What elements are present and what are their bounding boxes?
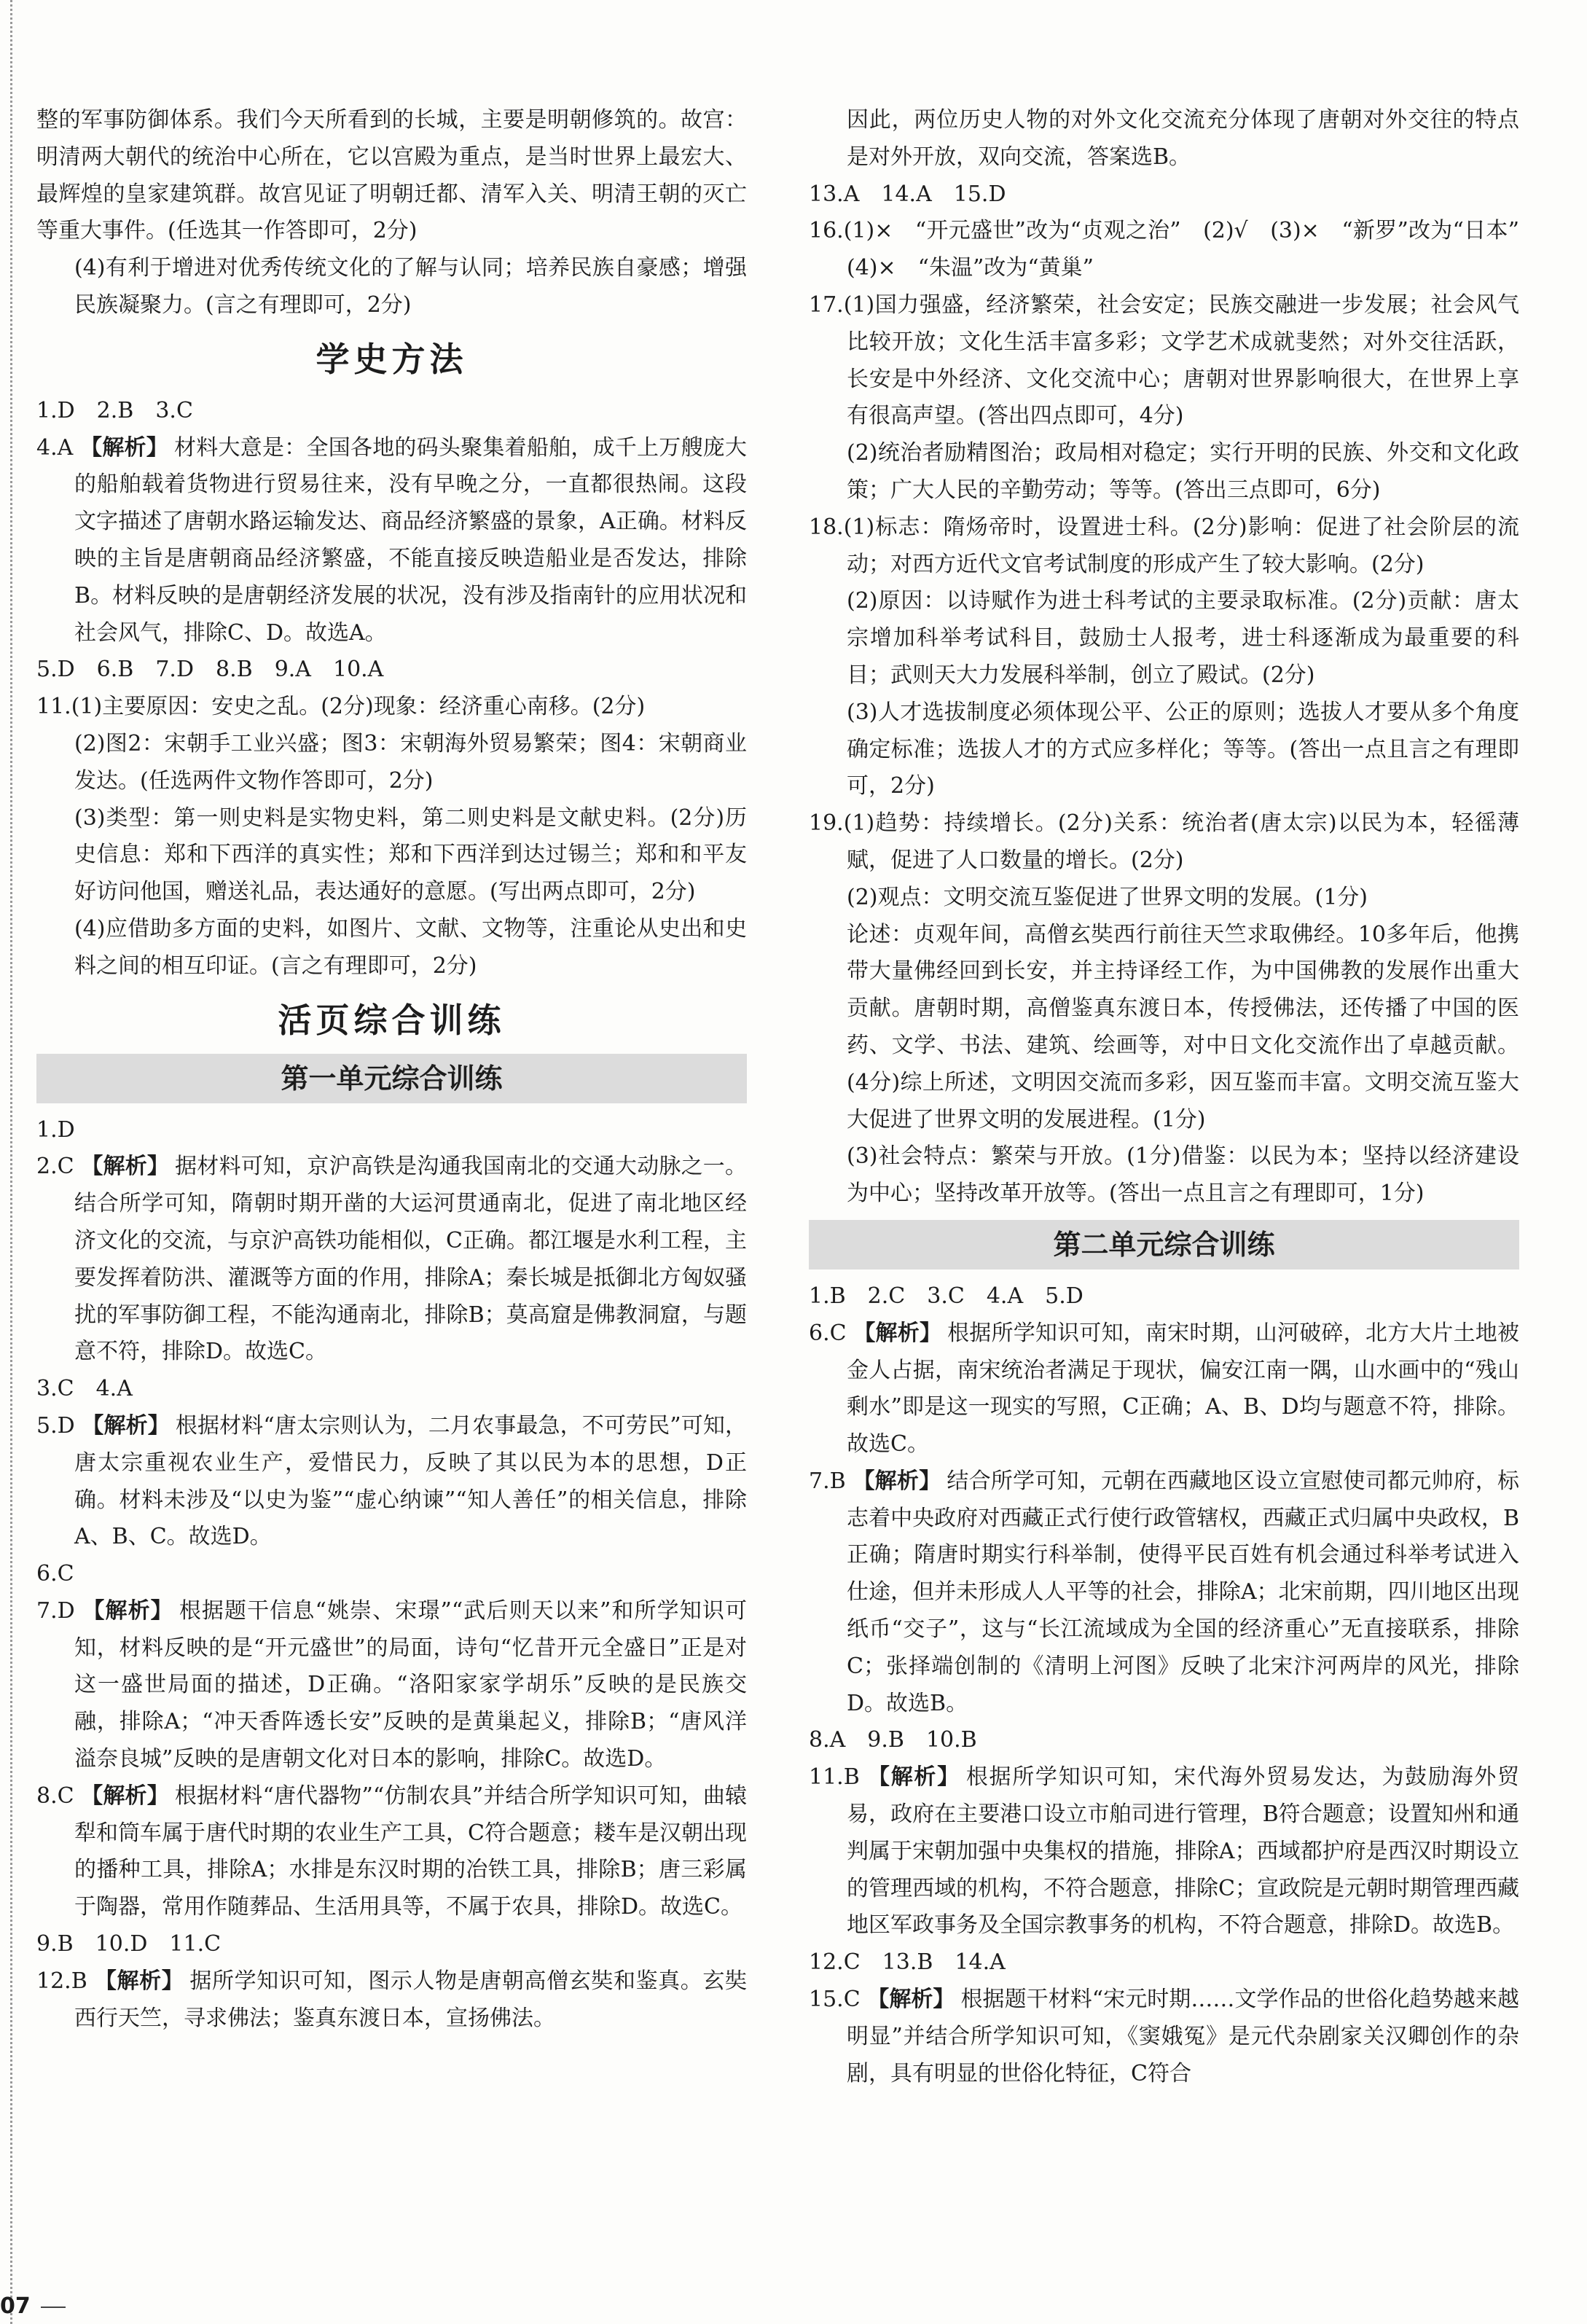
answer-line: 13.A 14.A 15.D bbox=[809, 181, 1006, 207]
analysis-tag: 【解析】 bbox=[868, 1764, 960, 1791]
answer-text: 根据题干材料“宋元时期……文学作品的世俗化趋势越来越明显”并结合所学知识可知，《窦娥冤》是元代杂剧家关汉卿创作的杂剧，具有明显的世俗化特征，C符合 bbox=[847, 1987, 1519, 2086]
answer-number: 8.C bbox=[36, 1783, 74, 1809]
answer-item: (2)观点：文明交流互鉴促进了世界文明的发展。(1分) bbox=[847, 884, 1368, 910]
unit-band-1: 第一单元综合训练 bbox=[36, 1054, 747, 1103]
answer-line: 6.C bbox=[36, 1561, 74, 1587]
answer-text: 结合所学可知，元朝在西藏地区设立宣慰使司都元帅府，标志着中央政府对西藏正式行使行政管辖权，西藏正式归属中央政权，B正确；隋唐时期实行科举制，使得平民百姓有机会通过科举考试进入仕途，但并未形成人人平等的社会，排除A；北宋前期，四川地区出现纸币“交子”，这与“长江流域成为全国的经济重心”无直接联系，排除C；张择端创制的《清明上河图》反映了北宋汴河两岸的风光，排除D。故选B。 bbox=[847, 1468, 1519, 1716]
answer-item: (3)类型：第一则史料是实物史料，第二则史料是文献史料。(2分)历史信息：郑和下西洋的真实性；郑和下西洋到达过锡兰；郑和和平友好访问他国，赠送礼品，表达通好的意愿。(写出两点即可，2分) bbox=[74, 805, 747, 905]
answer-line: 1.B 2.C 3.C 4.A 5.D bbox=[809, 1283, 1084, 1309]
page-number-text: 07 bbox=[0, 2293, 31, 2319]
answer-number: 6.C bbox=[809, 1320, 847, 1346]
answer-line: 1.D bbox=[36, 1116, 75, 1143]
answer-item bbox=[36, 1593, 747, 1778]
answer-item: (3)人才选拔制度必须体现公平、公正的原则；选拔人才要从多个角度确定标准；选拔人才的方式应多样化；等等。(答出一点且言之有理即可，2分) bbox=[847, 699, 1519, 799]
answer-item bbox=[36, 1408, 747, 1556]
answer-paragraph: 因此，两位历史人物的对外文化交流充分体现了唐朝对外交往的特点是对外开放，双向交流，答案选B。 bbox=[847, 107, 1519, 170]
answer-text: 据所学知识可知，图示人物是唐朝高僧玄奘和鉴真。玄奘西行天竺，寻求佛法；鉴真东渡日本，宣扬佛法。 bbox=[74, 1968, 748, 2031]
answer-line: 3.C 4.A bbox=[36, 1376, 133, 1402]
answer-line: 1.D 2.B 3.C bbox=[36, 397, 193, 423]
answer-item: 11.(1)主要原因：安史之乱。(2分)现象：经济重心南移。(2分) bbox=[36, 694, 646, 720]
analysis-tag: 【解析】 bbox=[80, 434, 169, 461]
answer-line: 8.A 9.B 10.B bbox=[809, 1727, 977, 1753]
answer-item: (3)社会特点：繁荣与开放。(1分)借鉴：以民为本；坚持以经济建设为中心；坚持改革开放等。(答出一点且言之有理即可，1分) bbox=[847, 1143, 1519, 1207]
analysis-tag: 【解析】 bbox=[867, 1987, 955, 2013]
page-number bbox=[0, 2294, 66, 2319]
answer-number: 4.A bbox=[36, 434, 74, 461]
analysis-tag: 【解析】 bbox=[853, 1468, 941, 1494]
answer-item: (4)应借助多方面的史料，如图片、文献、文物等，注重论从史出和史料之间的相互印证。(言之有理即可，2分) bbox=[74, 915, 747, 979]
section-title-study-methods: 学史方法 bbox=[316, 339, 468, 379]
page-number-dash bbox=[41, 2307, 66, 2308]
answer-item bbox=[36, 1149, 747, 1371]
left-column bbox=[36, 102, 747, 2037]
answer-text: 根据所学知识可知，南宋时期，山河破碎，北方大片土地被金人占据，南宋统治者满足于现状，偏安江南一隅，山水画中的“残山剩水”即是这一现实的写照，C正确；A、B、D均与题意不符，排除。故选C。 bbox=[847, 1320, 1520, 1458]
answer-line: 5.D 6.B 7.D 8.B 9.A 10.A bbox=[36, 657, 384, 683]
answer-item: 18.(1)标志：隋炀帝时，设置进士科。(2分)影响：促进了社会阶层的流动；对西方近代文官考试制度的形成产生了较大影响。(2分) bbox=[809, 514, 1519, 577]
analysis-tag: 【解析】 bbox=[853, 1320, 942, 1346]
answer-line: 9.B 10.D 11.C bbox=[36, 1931, 222, 1957]
analysis-tag: 【解析】 bbox=[94, 1968, 184, 1994]
answer-paragraph: (4)有利于增进对优秀传统文化的了解与认同；培养民族自豪感；增强民族凝聚力。(言之有理即可，2分) bbox=[74, 255, 747, 318]
answer-text: 材料大意是：全国各地的码头聚集着船舶，成千上万艘庞大的船舶载着货物进行贸易往来，没有早晚之分，一直都很热闹。这段文字描述了唐朝水路运输发达、商品经济繁盛的景象，A正确。材料反映的主旨是唐朝商品经济繁盛，不能直接反映造船业是否发达，排除B。材料反映的是唐朝经济发展的状况，没有涉及指南针的应用状况和社会风气，排除C、D。故选A。 bbox=[74, 434, 748, 646]
answer-number: 7.D bbox=[36, 1597, 75, 1624]
answer-item bbox=[36, 1778, 747, 1926]
section-title-loose-leaf: 活页综合训练 bbox=[278, 1000, 506, 1040]
answer-number: 5.D bbox=[36, 1412, 75, 1439]
answer-number: 2.C bbox=[36, 1154, 74, 1180]
answer-item: 论述：贞观年间，高僧玄奘西行前往天竺求取佛经。10多年后，他携带大量佛经回到长安，并主持译经工作，为中国佛教的发展作出重大贡献。唐朝时期，高僧鉴真东渡日本，传授佛法，还传播了中国的医药、文学、书法、建筑、绘画等，对中日文化交流作出了卓越贡献。(4分)综上所述，文明因交流而多彩，因互鉴而丰富。文明交流互鉴大大促进了世界文明的发展进程。(1分) bbox=[847, 921, 1519, 1132]
answer-item bbox=[809, 1315, 1519, 1463]
answer-line: 12.C 13.B 14.A bbox=[809, 1949, 1006, 1976]
answer-item: (2)统治者励精图治；政局相对稳定；实行开明的民族、外交和文化政策；广大人民的辛勤劳动；等等。(答出三点即可，6分) bbox=[847, 440, 1519, 503]
answer-item bbox=[809, 1463, 1519, 1723]
answer-item: (2)图2：宋朝手工业兴盛；图3：宋朝海外贸易繁荣；图4：宋朝商业发达。(任选两件文物作答即可，2分) bbox=[74, 730, 747, 794]
answer-number: 7.B bbox=[809, 1468, 846, 1494]
answer-item: 16.(1)× “开元盛世”改为“贞观之治” (2)√ (3)× “新罗”改为“日本” (4)× “朱温”改为“黄巢” bbox=[809, 218, 1541, 281]
answer-paragraph: 整的军事防御体系。我们今天所看到的长城，主要是明朝修筑的。故宫：明清两大朝代的统治中心所在，它以宫殿为重点，是当时世界上最宏大、最辉煌的皇家建筑群。故宫见证了明朝迁都、清军入关、明清王朝的灭亡等重大事件。(任选其一作答即可，2分) bbox=[36, 107, 747, 244]
answer-item: 17.(1)国力强盛，经济繁荣，社会安定；民族交融进一步发展；社会风气比较开放；文化生活丰富多彩；文学艺术成就斐然；对外交往活跃，长安是中外经济、文化交流中心；唐朝对世界影响很大，在世界上享有很高声望。(答出四点即可，4分) bbox=[809, 292, 1519, 429]
answer-number: 11.B bbox=[809, 1764, 860, 1791]
answer-item bbox=[36, 430, 747, 652]
analysis-tag: 【解析】 bbox=[82, 1597, 173, 1624]
answer-text: 根据所学知识可知，宋代海外贸易发达，为鼓励海外贸易，政府在主要港口设立市舶司进行管理，B符合题意；设置知州和通判属于宋朝加强中央集权的措施，排除A；西域都护府是西汉时期设立的管理西域的机构，不符合题意，排除C；宣政院是元朝时期管理西藏地区军政事务及全国宗教事务的机构，不符合题意，排除D。故选B。 bbox=[847, 1764, 1519, 1938]
answer-number: 15.C bbox=[809, 1987, 861, 2013]
answer-item: 19.(1)趋势：持续增长。(2分)关系：统治者(唐太宗)以民为本，轻徭薄赋，促进了人口数量的增长。(2分) bbox=[809, 810, 1519, 873]
answer-item bbox=[809, 1759, 1519, 1944]
answer-item: (2)原因：以诗赋作为进士科考试的主要录取标准。(2分)贡献：唐太宗增加科举考试科目，鼓励士人报考，进士科逐渐成为最重要的科目；武则天大力发展科举制，创立了殿试。(2分) bbox=[847, 588, 1519, 688]
answer-number: 12.B bbox=[36, 1968, 87, 1994]
answer-item bbox=[36, 1963, 747, 2038]
answer-text: 根据材料“唐代器物”“仿制农具”并结合所学知识可知，曲辕犁和筒车属于唐代时期的农业生产工具，C符合题意；耧车是汉朝出现的播种工具，排除A；水排是东汉时期的冶铁工具，排除B；唐三彩属于陶器，常用作随葬品、生活用具等，不属于农具，排除D。故选C。 bbox=[74, 1783, 747, 1920]
analysis-tag: 【解析】 bbox=[81, 1783, 169, 1809]
analysis-tag: 【解析】 bbox=[82, 1412, 170, 1439]
answer-text: 据材料可知，京沪高铁是沟通我国南北的交通大动脉之一。结合所学可知，隋朝时期开凿的大运河贯通南北，促进了南北地区经济文化的交流，与京沪高铁功能相似，C正确。都江堰是水利工程，主要发挥着防洪、灌溉等方面的作用，排除A；秦长城是抵御北方匈奴骚扰的军事防御工程，不能沟通南北，排除B；莫高窟是佛教洞窟，与题意不符，排除D。故选C。 bbox=[74, 1154, 748, 1365]
analysis-tag: 【解析】 bbox=[81, 1154, 170, 1180]
binding-dotted-line bbox=[10, 0, 12, 2324]
unit-band-2: 第二单元综合训练 bbox=[809, 1220, 1519, 1269]
answer-text: 根据材料“唐太宗则认为，二月农事最急，不可劳民”可知，唐太宗重视农业生产，爱惜民力，反映了其以民为本的思想，D正确。材料未涉及“以史为鉴”“虚心纳谏”“知人善任”的相关信息，排除A、B、C。故选D。 bbox=[74, 1412, 747, 1550]
right-column bbox=[809, 102, 1541, 2092]
answer-text: 根据题干信息“姚崇、宋璟”“武后则天以来”和所学知识可知，材料反映的是“开元盛世”的局面，诗句“忆昔开元全盛日”正是对这一盛世局面的描述，D正确。“洛阳家家学胡乐”反映的是民族交融，排除A；“冲天香阵透长安”反映的是黄巢起义，排除B；“唐风洋溢奈良城”反映的是唐朝文化对日本的影响，排除C。故选D。 bbox=[74, 1597, 747, 1772]
answer-item bbox=[809, 1981, 1519, 2092]
